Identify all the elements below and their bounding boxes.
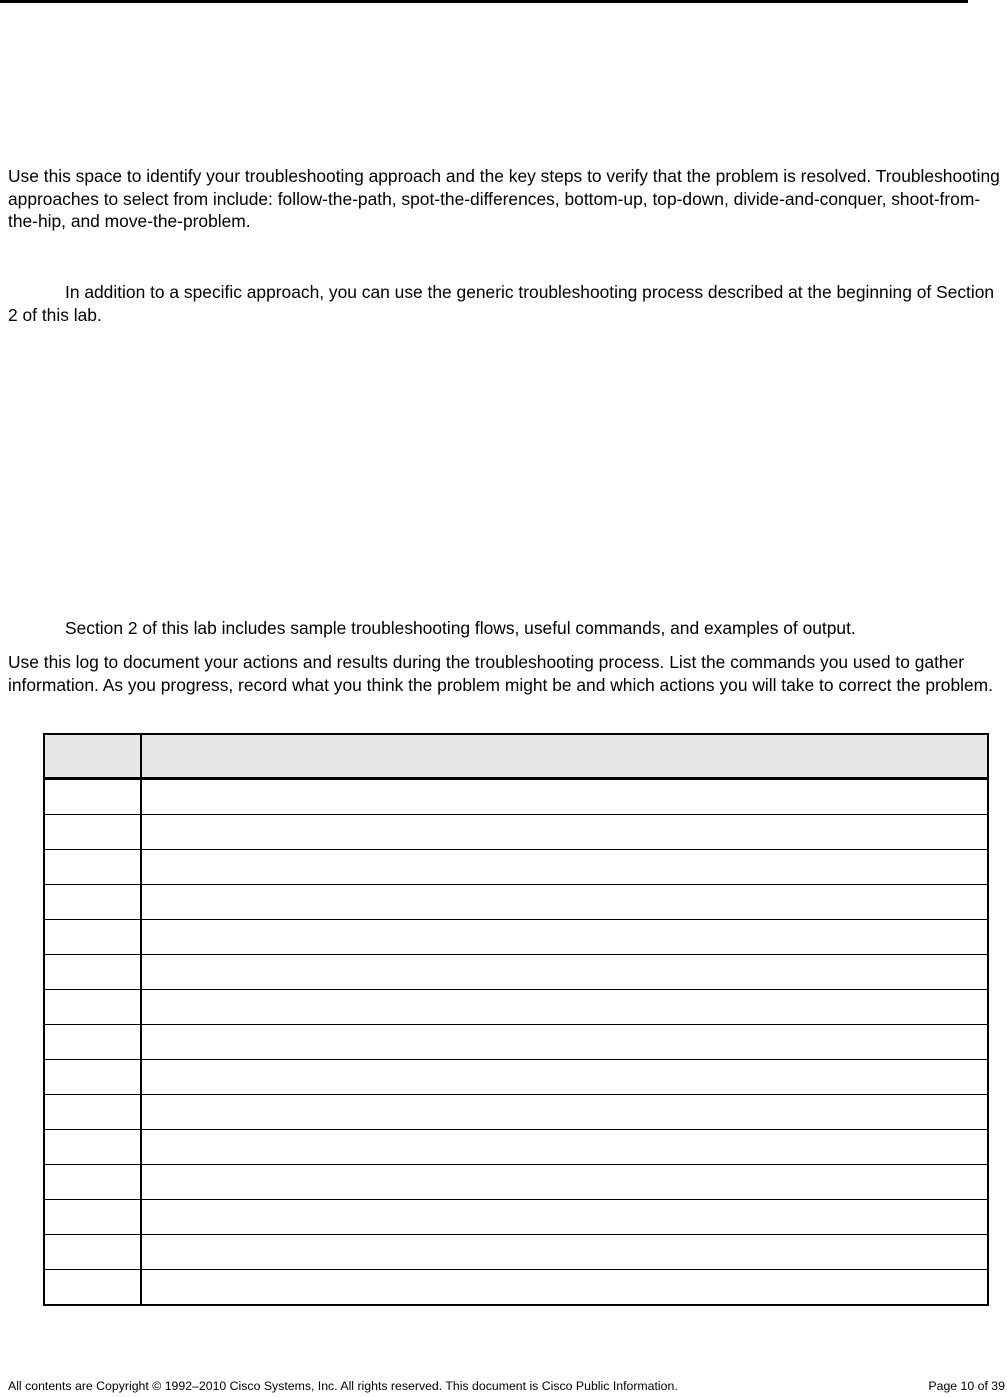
log-cell-action[interactable] — [141, 850, 988, 885]
log-cell-action[interactable] — [141, 1235, 988, 1270]
log-instructions-paragraph: Use this log to document your actions and results during the troubleshooting process. List the commands you used to gather information. As you progress, record what you think the problem might be and which actions you will take to correct the problem. — [8, 652, 993, 695]
log-cell-action[interactable] — [141, 1270, 988, 1306]
generic-process-paragraph: In addition to a specific approach, you can use the generic troubleshooting process described at the beginning of Section 2 of this lab. — [8, 282, 995, 325]
log-cell-action[interactable] — [141, 1025, 988, 1060]
table-row — [44, 1165, 988, 1200]
table-row — [44, 815, 988, 850]
table-row — [44, 1130, 988, 1165]
table-row — [44, 779, 988, 815]
log-cell-time[interactable] — [44, 885, 141, 920]
log-cell-time[interactable] — [44, 1130, 141, 1165]
table-row — [44, 1270, 988, 1306]
troubleshooting-log-table — [43, 733, 989, 1306]
log-cell-action[interactable] — [141, 815, 988, 850]
table-row — [44, 920, 988, 955]
log-cell-time[interactable] — [44, 990, 141, 1025]
table-row — [44, 1200, 988, 1235]
footer-copyright: All contents are Copyright © 1992–2010 Cisco Systems, Inc. All rights reserved. This document is Cisco Public Information. — [8, 1379, 678, 1393]
table-row — [44, 850, 988, 885]
table-row — [44, 1060, 988, 1095]
log-cell-time[interactable] — [44, 1095, 141, 1130]
log-cell-action[interactable] — [141, 1060, 988, 1095]
log-cell-action[interactable] — [141, 1130, 988, 1165]
log-cell-action[interactable] — [141, 1095, 988, 1130]
log-cell-action[interactable] — [141, 920, 988, 955]
log-cell-time[interactable] — [44, 815, 141, 850]
log-cell-action[interactable] — [141, 955, 988, 990]
log-cell-time[interactable] — [44, 1235, 141, 1270]
table-row — [44, 1095, 988, 1130]
footer-page-number: Page 10 of 39 — [928, 1379, 1005, 1393]
log-table-header-row — [44, 734, 988, 779]
table-row — [44, 1025, 988, 1060]
log-cell-action[interactable] — [141, 1165, 988, 1200]
table-row — [44, 955, 988, 990]
log-cell-time[interactable] — [44, 955, 141, 990]
approach-paragraph: Use this space to identify your troubleshooting approach and the key steps to verify that the problem is resolved. Troubleshooting approaches to select from include: follow-the-path, spot-the-differences, bottom-up, top-down, divide-and-conquer, shoot-from-the-hip, and move-the-problem. — [8, 166, 1000, 231]
log-cell-action[interactable] — [141, 885, 988, 920]
log-cell-time[interactable] — [44, 850, 141, 885]
table-row — [44, 990, 988, 1025]
log-header-action — [141, 734, 988, 779]
section2-note-paragraph: Section 2 of this lab includes sample troubleshooting flows, useful commands, and examples of output. — [65, 618, 856, 638]
log-cell-action[interactable] — [141, 1200, 988, 1235]
log-cell-time[interactable] — [44, 1200, 141, 1235]
log-cell-time[interactable] — [44, 1165, 141, 1200]
top-rule — [0, 0, 968, 3]
log-cell-time[interactable] — [44, 1025, 141, 1060]
table-row — [44, 885, 988, 920]
log-cell-time[interactable] — [44, 920, 141, 955]
log-cell-action[interactable] — [141, 779, 988, 815]
table-row — [44, 1235, 988, 1270]
log-cell-time[interactable] — [44, 1060, 141, 1095]
log-cell-action[interactable] — [141, 990, 988, 1025]
log-cell-time[interactable] — [44, 1270, 141, 1306]
log-cell-time[interactable] — [44, 779, 141, 815]
log-header-time — [44, 734, 141, 779]
